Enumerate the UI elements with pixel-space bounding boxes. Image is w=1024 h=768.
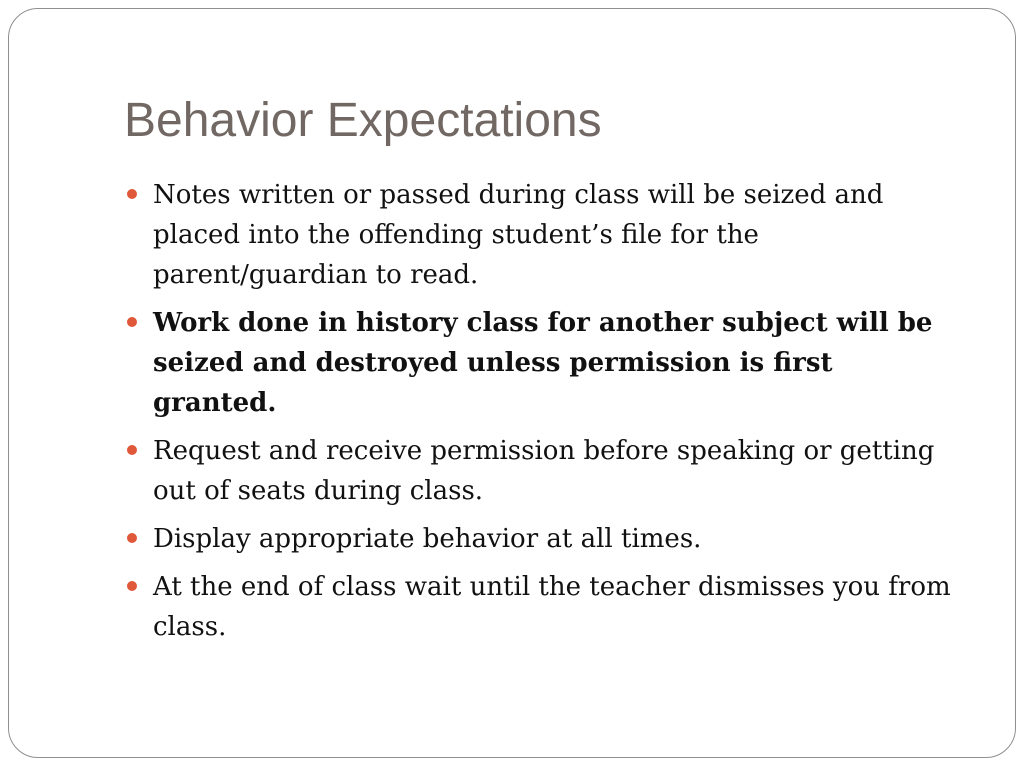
bullet-dot-icon bbox=[127, 317, 137, 327]
bullet-item-behavior bbox=[124, 519, 964, 559]
bullet-text: Notes written or passed during class will be seized and placed into the offending student’s file for the parent/guardian to read. bbox=[153, 180, 884, 290]
bullet-dot-icon bbox=[127, 445, 137, 455]
bullet-item-notes bbox=[124, 175, 964, 295]
bullet-text: Request and receive permission before speaking or getting out of seats during class. bbox=[153, 436, 935, 506]
slide-title: Behavior Expectations bbox=[124, 94, 602, 147]
bullet-text: Display appropriate behavior at all times. bbox=[153, 524, 702, 554]
bullet-item-permission bbox=[124, 431, 964, 511]
bullet-list bbox=[124, 175, 964, 655]
bullet-dot-icon bbox=[127, 533, 137, 543]
bullet-item-dismissal bbox=[124, 567, 964, 647]
bullet-dot-icon bbox=[127, 581, 137, 591]
slide-frame bbox=[8, 8, 1016, 758]
bullet-item-other-subject-work bbox=[124, 303, 964, 423]
bullet-text: At the end of class wait until the teacher dismisses you from class. bbox=[153, 572, 951, 642]
bullet-text: Work done in history class for another subject will be seized and destroyed unless permission is first granted. bbox=[153, 308, 933, 418]
bullet-dot-icon bbox=[127, 189, 137, 199]
